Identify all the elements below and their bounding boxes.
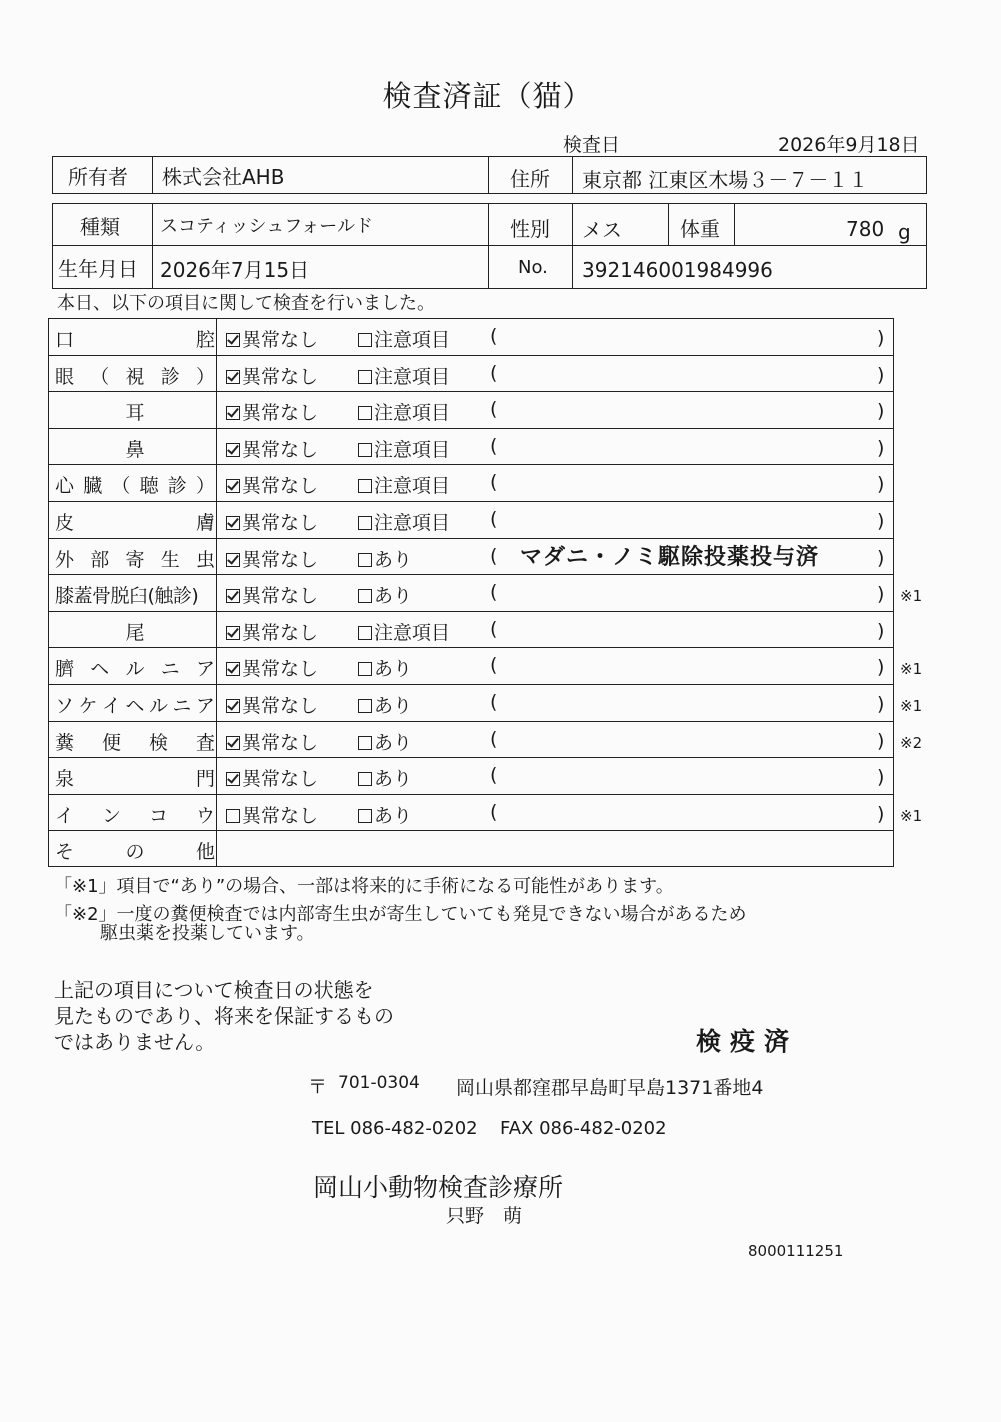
breed: スコティッシュフォールド — [160, 216, 373, 237]
row-divider — [48, 794, 894, 795]
checkbox-concern[interactable] — [358, 479, 372, 493]
exam-note: マダニ・ノミ駆除投薬投与済 — [520, 544, 820, 570]
paren-close: ) — [877, 656, 885, 679]
divider — [572, 156, 573, 194]
paren-close: ) — [877, 766, 885, 789]
row-divider — [48, 830, 894, 831]
checkbox-concern[interactable] — [358, 516, 372, 530]
checkbox-concern[interactable] — [358, 443, 372, 457]
checkbox-concern[interactable] — [358, 553, 372, 567]
option-normal[interactable]: 異常なし — [226, 471, 318, 498]
row-divider — [48, 428, 894, 429]
document-title: 検査済証（猫） — [382, 79, 593, 113]
option-normal[interactable]: 異常なし — [226, 325, 318, 352]
exam-item-label: 口 腔 — [55, 329, 215, 351]
checkbox-normal[interactable] — [226, 699, 240, 713]
footnote-1: 「※1」項目で“あり”の場合、一部は将来的に手術になる可能性があります。 — [54, 876, 674, 897]
paren-close: ) — [877, 473, 885, 496]
checkbox-normal[interactable] — [226, 479, 240, 493]
row-divider — [48, 757, 894, 758]
paren-open: ( — [490, 508, 498, 530]
paren-close: ) — [877, 729, 885, 752]
option-normal[interactable]: 異常なし — [226, 545, 318, 572]
paren-close: ) — [877, 619, 885, 642]
disclaimer-line-2: 見たものであり、将来を保証するもの — [54, 1004, 394, 1028]
row-divider — [48, 647, 894, 648]
option-normal[interactable]: 異常なし — [226, 435, 318, 462]
exam-item-label: 耳 — [125, 402, 145, 425]
exam-item-label: ソ ケ イ ヘ ル ニ ア — [55, 695, 215, 717]
row-divider — [48, 611, 894, 612]
inspection-stamp: 検疫済 — [696, 1027, 799, 1056]
footnote-2: 「※2」一度の糞便検査では内部寄生虫が寄生していても発見できない場合があるため — [54, 904, 747, 925]
exam-item-label: 外 部 寄 生 虫 — [55, 548, 215, 571]
row-divider — [48, 574, 894, 575]
owner-name: 株式会社AHB — [162, 165, 285, 189]
paren-open: ( — [490, 434, 498, 457]
paren-open: ( — [490, 544, 498, 567]
footnote-mark: ※1 — [900, 660, 923, 679]
row-divider — [48, 684, 894, 685]
paren-open: ( — [490, 727, 498, 750]
checkbox-concern[interactable] — [358, 333, 372, 347]
dob-label: 生年月日 — [58, 257, 138, 281]
option-concern[interactable]: あり — [358, 545, 412, 572]
option-concern[interactable]: 注意項目 — [358, 435, 450, 462]
person-name: 只野 萌 — [446, 1205, 523, 1227]
divider — [572, 203, 573, 289]
checkbox-concern[interactable] — [358, 736, 372, 750]
owner-label: 所有者 — [68, 165, 128, 189]
paren-close: ) — [877, 327, 885, 349]
exam-item-label: 糞 便 検 査 — [55, 731, 215, 754]
option-concern[interactable]: あり — [358, 764, 412, 791]
paren-close: ) — [877, 363, 885, 386]
divider — [488, 156, 489, 194]
paren-close: ) — [877, 693, 885, 715]
exam-item-label: 臍 ヘ ル ニ ア — [55, 658, 215, 681]
option-concern[interactable]: あり — [358, 691, 412, 718]
option-concern[interactable]: 注意項目 — [358, 362, 450, 389]
option-normal[interactable]: 異常なし — [226, 508, 318, 535]
option-normal[interactable]: 異常なし — [226, 362, 318, 389]
checkbox-normal[interactable] — [226, 662, 240, 676]
paren-close: ) — [877, 546, 885, 569]
paren-close: ) — [877, 510, 885, 532]
option-concern[interactable]: 注意項目 — [358, 325, 450, 352]
paren-open: ( — [490, 764, 498, 787]
checkbox-normal[interactable] — [226, 736, 240, 750]
checkbox-normal[interactable] — [226, 553, 240, 567]
exam-item-label: 鼻 — [125, 438, 145, 461]
paren-open: ( — [490, 654, 498, 677]
divider — [668, 203, 669, 245]
option-concern[interactable]: 注意項目 — [358, 508, 450, 535]
divider — [152, 203, 153, 289]
checkbox-normal[interactable] — [226, 626, 240, 640]
exam-item-label: 膝蓋骨脱臼(触診) — [55, 585, 199, 608]
paren-open: ( — [490, 800, 498, 823]
footnote-mark: ※1 — [900, 697, 923, 715]
disclaimer-line-1: 上記の項目について検査日の状態を — [54, 978, 374, 1002]
divider — [52, 245, 927, 246]
clinic-name: 岡山小動物検査診療所 — [313, 1173, 564, 1202]
postal-mark: 〒 — [308, 1076, 328, 1098]
exam-item-label: 泉 門 — [55, 768, 215, 791]
checkbox-normal[interactable] — [226, 589, 240, 603]
footnote-mark: ※1 — [900, 587, 923, 606]
checkbox-normal[interactable] — [226, 333, 240, 347]
exam-item-label: イ ン コ ウ — [55, 804, 215, 827]
paren-open: ( — [490, 471, 498, 494]
exam-item-label: 尾 — [125, 621, 145, 644]
option-concern[interactable]: あり — [358, 654, 412, 681]
option-concern[interactable]: 注意項目 — [358, 618, 450, 645]
paren-close: ) — [877, 436, 885, 459]
option-concern[interactable]: 注意項目 — [358, 471, 450, 498]
weight-label: 体重 — [680, 217, 720, 241]
checkbox-concern[interactable] — [358, 809, 372, 823]
checkbox-normal[interactable] — [226, 443, 240, 457]
serial-number: 8000111251 — [748, 1242, 844, 1260]
row-divider — [48, 355, 894, 356]
option-normal[interactable]: 異常なし — [226, 581, 318, 608]
option-normal[interactable]: 異常なし — [226, 654, 318, 681]
checkbox-normal[interactable] — [226, 772, 240, 786]
postal-code: 701-0304 — [338, 1073, 420, 1093]
paren-open: ( — [490, 361, 498, 384]
checkbox-concern[interactable] — [358, 772, 372, 786]
row-divider — [48, 538, 894, 539]
option-normal[interactable]: 異常なし — [226, 764, 318, 791]
clinic-address: 岡山県都窪郡早島町早島1371番地4 — [456, 1077, 764, 1099]
exam-item-label: 心 臓 （ 聴 診 ） — [55, 475, 215, 498]
paren-close: ) — [877, 802, 885, 825]
checkbox-concern[interactable] — [358, 406, 372, 420]
paren-close: ) — [877, 583, 885, 606]
checkbox-concern[interactable] — [358, 370, 372, 384]
exam-date-label: 検査日 — [563, 134, 621, 156]
clinic-fax: FAX 086-482-0202 — [500, 1118, 667, 1139]
row-divider — [48, 501, 894, 502]
weight-unit: g — [898, 220, 911, 244]
exam-item-label: 眼 （ 視 診 ） — [55, 365, 215, 388]
intro-text: 本日、以下の項目に関して検査を行いました。 — [57, 293, 435, 314]
address-label: 住所 — [510, 167, 550, 191]
other-label: そ の 他 — [55, 841, 215, 864]
option-normal[interactable]: 異常なし — [226, 691, 318, 718]
divider — [488, 203, 489, 289]
clinic-tel: TEL 086-482-0202 — [312, 1118, 478, 1139]
sex-label: 性別 — [510, 217, 550, 241]
checkbox-normal[interactable] — [226, 406, 240, 420]
label-divider — [216, 318, 217, 867]
option-concern[interactable]: あり — [358, 728, 412, 755]
checkbox-concern[interactable] — [358, 589, 372, 603]
divider — [152, 156, 153, 194]
exam-date: 2026年9月18日 — [778, 134, 920, 156]
checkbox-concern[interactable] — [358, 662, 372, 676]
row-divider — [48, 721, 894, 722]
checkbox-normal[interactable] — [226, 370, 240, 384]
option-normal[interactable]: 異常なし — [226, 618, 318, 645]
option-normal[interactable]: 異常なし — [226, 398, 318, 425]
paren-close: ) — [877, 400, 885, 423]
paren-open: ( — [490, 398, 498, 421]
sex: メス — [582, 218, 622, 242]
option-normal[interactable]: 異常なし — [226, 728, 318, 755]
paren-open: ( — [490, 325, 498, 347]
option-concern[interactable]: あり — [358, 581, 412, 608]
footnote-mark: ※2 — [900, 733, 923, 752]
footnote-2-cont: 駆虫薬を投薬しています。 — [100, 923, 315, 944]
no-label: No. — [518, 257, 548, 278]
breed-label: 種類 — [80, 215, 120, 239]
option-concern[interactable]: 注意項目 — [358, 398, 450, 425]
checkbox-normal[interactable] — [226, 516, 240, 530]
option-concern[interactable]: あり — [358, 801, 412, 828]
checkbox-concern[interactable] — [358, 626, 372, 640]
paren-open: ( — [490, 617, 498, 640]
row-divider — [48, 391, 894, 392]
row-divider — [48, 464, 894, 465]
checkbox-concern[interactable] — [358, 699, 372, 713]
registration-no: 392146001984996 — [582, 258, 773, 282]
owner-address: 東京都 江東区木場３－７－１１ — [582, 168, 869, 192]
exam-item-label: 皮 膚 — [55, 512, 215, 534]
paren-open: ( — [490, 581, 498, 604]
divider — [734, 203, 735, 245]
option-normal[interactable]: 異常なし — [226, 801, 318, 828]
disclaimer-line-3: ではありません。 — [54, 1030, 216, 1054]
footnote-mark: ※1 — [900, 806, 923, 825]
weight: 780 — [846, 217, 885, 241]
checkbox-normal[interactable] — [226, 809, 240, 823]
dob: 2026年7月15日 — [160, 258, 310, 282]
paren-open: ( — [490, 691, 498, 713]
